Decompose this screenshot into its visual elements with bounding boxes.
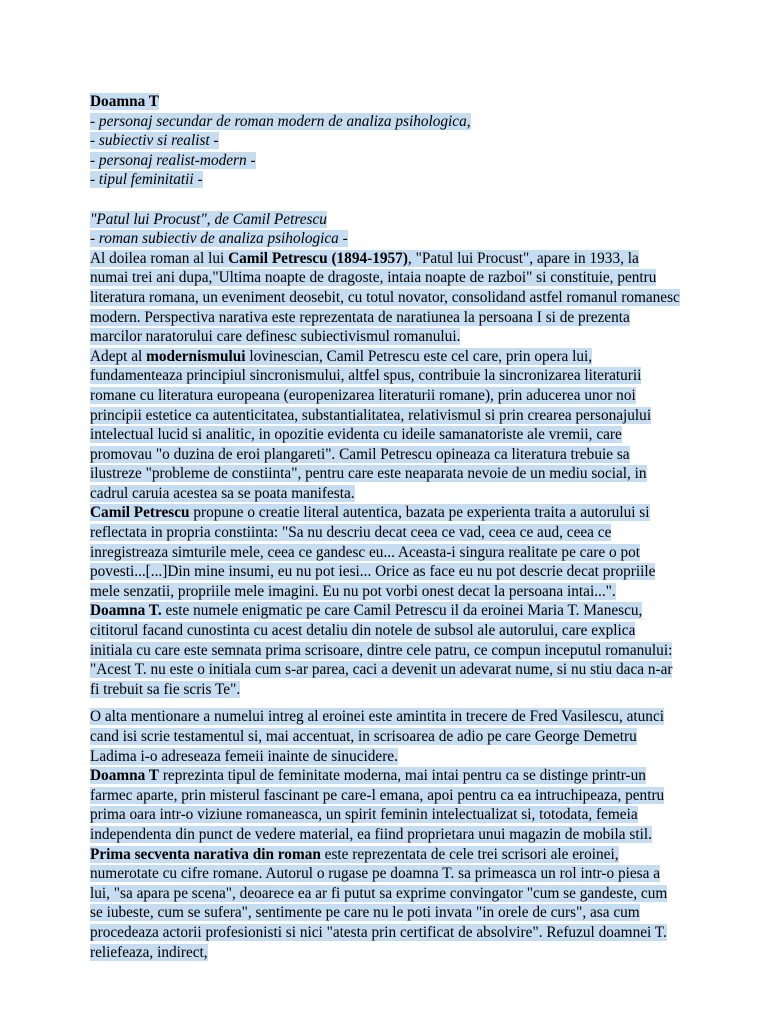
paragraph-7: Prima secventa narativa din roman este reprezentata de cele trei scrisori ale eroinei, numerotate cu cifre romane. Autorul o rugase pe doamna T. sa primeasca un rol intr-o piesa a lui, "sa apara pe scena", deoarece ea ar fi putut sa exprime convingator "cum se gandeste, cum se iubeste, cum se sufera", sentimente pe care nu le poti invata "in orele de curs", asa cum procedeaza actorii profesionisti si nici "atesta prin certificat de absolvire". Refuzul doamnei T. reliefeaza, indirect, (90, 845, 668, 961)
paragraph-2: Adept al modernismului lovinescian, Camil Petrescu este cel care, prin opera lui, fundamenteaza principiul sincronismului, altfel spus, contribuie la sincronizarea literaturii romane cu literatura europeana (europenizarea literaturii romane), prin aducerea unor noi principii estetice ca autenticitatea, substantialitatea, relativismul si prin crearea personajului intelectual lucid si analitic, in opozitie evidenta cu ideile samanatoriste ale vremii, care promovau "o duzina de eroi plangareti". Camil Petrescu opineaza ca literatura trebuie sa ilustreze "probleme de constiinta", pentru care este neaparata nevoie de un mediu social, in cadrul caruia acestea sa se poata manifesta. (90, 347, 652, 502)
work-subtitle: - roman subiectiv de analiza psihologica - (90, 230, 348, 248)
work-title: "Patul lui Procust", de Camil Petrescu (90, 210, 327, 228)
intro-line-1: - personaj secundar de roman modern de analiza psihologica, (90, 112, 471, 130)
document-body (90, 92, 680, 962)
intro-line-4: - tipul feminitatii - (90, 171, 203, 189)
doc-title: Doamna T (90, 93, 159, 110)
paragraph-4: Doamna T. este numele enigmatic pe care Camil Petrescu il da eroinei Maria T. Manescu, cititorul facand cunostinta cu acest detaliu din notele de subsol ale autorului, care explica initiala cu care este semnata prima scrisoare, dintre cele patru, ce compun inceputul romanului: "Acest T. nu este o initiala cum s-ar parea, caci a devenit un adevarat nume, si nu stiu daca n-ar fi trebuit sa fie scris Te". (90, 602, 673, 698)
paragraph-6: Doamna T reprezinta tipul de feminitate moderna, mai intai pentru ca se distinge printr-un farmec aparte, prin misterul fascinant pe care-l emana, apoi pentru ca ea intruchipeaza, pentru prima oara intr-o viziune romaneasca, un spirit feminin intelectualizat si, totodata, femeia independenta din punct de vedere material, ea fiind proprietara unui magazin de mobila stil. (90, 767, 665, 843)
intro-line-2: - subiectiv si realist - (90, 132, 219, 150)
paragraph-1: Al doilea roman al lui Camil Petrescu (1894-1957), "Patul lui Procust", apare in 1933, la numai trei ani dupa,"Ultima noapte de dragoste, intaia noapte de razboi" si constituie, pentru literatura romana, un eveniment deosebit, cu totul novator, consolidand astfel romanul romanesc modern. Perspectiva narativa este reprezentata de naratiunea la persoana I si de prezenta marcilor naratorului care definesc subiectivismul romanului. (90, 249, 680, 346)
paragraph-5: O alta mentionare a numelui intreg al eroinei este amintita in trecere de Fred Vasilescu, atunci cand isi scrie testamentul si, mai accentuat, in scrisoarea de adio pe care George Demetru Ladima i-o adreseaza femeii inainte de sinucidere. (90, 708, 664, 765)
paragraph-3: Camil Petrescu propune o creatie literal autentica, bazata pe experienta traita a autorului si reflectata in propria constiinta: "Sa nu descriu decat ceea ce vad, ceea ce aud, ceea ce inregistreaza simturile mele, ceea ce gandesc eu... Aceasta-i singura realitate pe care o pot povesti...[...]Din mine insumi, eu nu pot iesi... Orice as face eu nu pot descrie decat propriile mele senzatii, propriile mele imagini. Eu nu pot vorbi onest decat la persoana intai...". (90, 504, 656, 600)
title-line (90, 92, 680, 112)
intro-line-3: - personaj realist-modern - (90, 151, 256, 169)
